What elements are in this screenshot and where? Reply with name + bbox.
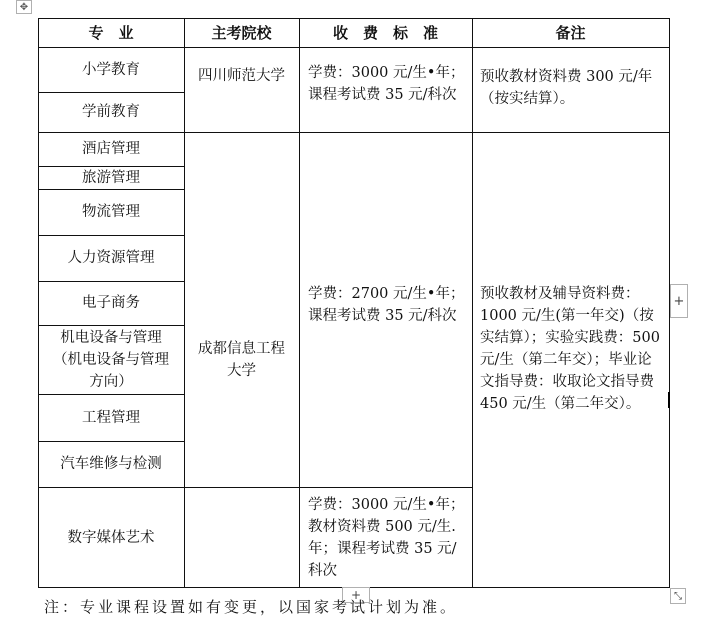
table-border <box>38 18 39 588</box>
major-cell: 物流管理 <box>82 204 140 220</box>
table-border <box>184 18 185 588</box>
major-cell: 酒店管理 <box>82 141 140 157</box>
table-border <box>299 18 300 588</box>
remark-cell: 预收教材资料费 300 元/年（按实结算）。 <box>480 69 653 107</box>
school-cell: 成都信息工程大学 <box>198 341 285 379</box>
footnote: 注：专业课程设置如有变更，以国家考试计划为准。 <box>44 598 459 616</box>
major-cell: 旅游管理 <box>82 169 140 186</box>
major-cell: 电子商务 <box>82 295 140 311</box>
table-border <box>472 18 473 588</box>
table-border <box>38 235 184 236</box>
school-cell: 四川师范大学 <box>198 68 285 84</box>
header-major: 专 业 <box>88 23 134 42</box>
major-cell: 人力资源管理 <box>67 250 155 266</box>
table-border <box>38 281 184 282</box>
fee-cell: 学费：2700 元/生•年；课程考试费 35 元/科次 <box>308 286 465 324</box>
table-move-handle-icon[interactable]: ✥ <box>16 0 32 14</box>
major-cell: 工程管理 <box>82 409 140 426</box>
table-border <box>38 487 472 488</box>
table-resize-handle-icon[interactable]: ⤡ <box>670 588 686 604</box>
add-row-button[interactable]: + <box>342 587 370 603</box>
remark-cell: 预收教材及辅导资料费：1000 元/生(第一年交)（按实结算）；实验实践费：500 元/生（第二年交）；毕业论文指导费：收取论文指导费 450 元/生（第二年交）。 <box>480 286 660 412</box>
header-remark: 备注 <box>555 23 586 42</box>
add-column-button[interactable]: + <box>670 284 688 318</box>
major-cell: 汽车维修与检测 <box>60 456 162 472</box>
major-cell: 机电设备与管理（机电设备与管理方向） <box>53 329 169 390</box>
table-border <box>38 394 184 395</box>
fee-cell: 学费：3000 元/生•年；教材资料费 500 元/生.年；课程考试费 35 元/科次 <box>308 496 465 579</box>
table-border <box>38 92 184 93</box>
header-fee: 收 费 标 准 <box>332 23 438 42</box>
table-border <box>38 325 184 326</box>
table-border <box>38 189 184 190</box>
major-cell: 学前教育 <box>82 104 140 120</box>
table-border <box>38 18 669 19</box>
table-border <box>38 47 669 48</box>
text-cursor <box>668 392 670 408</box>
major-cell: 数字媒体艺术 <box>67 529 155 546</box>
fee-cell: 学费：3000 元/生•年；课程考试费 35 元/科次 <box>308 65 465 103</box>
table-border <box>38 132 669 133</box>
major-cell: 小学教育 <box>82 61 140 78</box>
table-border <box>38 441 184 442</box>
header-school: 主考院校 <box>211 23 272 42</box>
table-border <box>38 166 184 167</box>
